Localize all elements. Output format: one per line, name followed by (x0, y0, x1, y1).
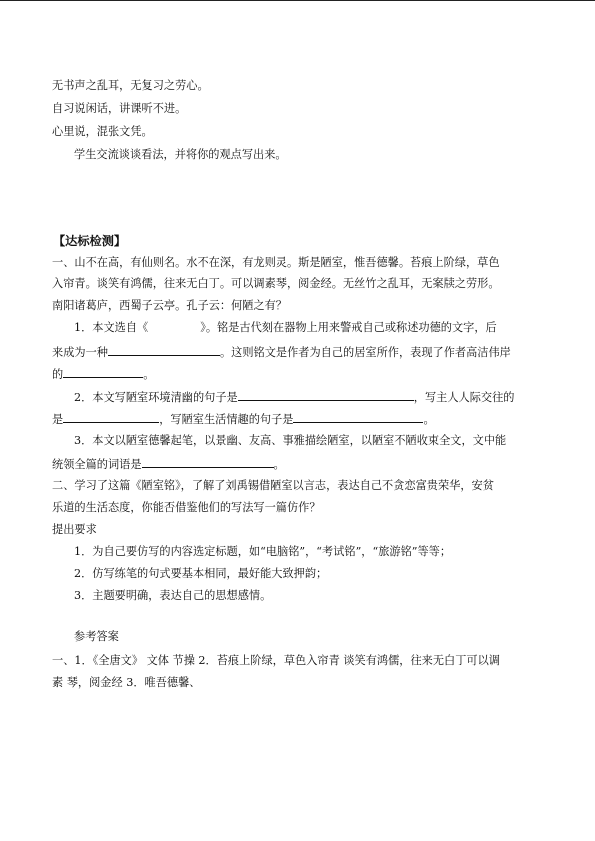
question-1-line-2 (52, 344, 511, 360)
rule-line-3: 心里说，混张文凭。 (52, 125, 153, 138)
question-2-text-a: 2．本文写陋室环境清幽的句子是 (74, 391, 238, 404)
question-2-text-e: 。 (423, 413, 435, 426)
question-1-text-f: 。 (143, 368, 155, 381)
page-top-border (0, 0, 595, 1)
question-2-line-1 (74, 389, 514, 405)
passage-line-3: 南阳诸葛庐，西蜀子云亭。孔子云：何陋之有？ (52, 299, 287, 312)
question-3-text-c: 。 (273, 458, 285, 471)
question-1-blank-character[interactable] (63, 366, 143, 378)
question-1-text-b: 》。铭是古代刻在器物上用来警戒自己或称述功德的文字，后 (200, 321, 497, 334)
requirement-2: 2．仿写练笔的句式要基本相同，最好能大致押韵； (74, 567, 328, 580)
question-2-blank-environment[interactable] (238, 389, 414, 401)
requirement-1: 1．为自己要仿写的内容选定标题，如“电脑铭”，“考试铭”，“旅游铭”等等； (74, 545, 452, 558)
question-3-text-b: 统领全篇的词语是 (52, 458, 142, 471)
question-2-text-b: ，写主人人际交往的 (413, 391, 515, 404)
rule-line-1: 无书声之乱耳，无复习之劳心。 (52, 79, 209, 92)
answers-line-1: 一、1．《全唐文》 文体 节操 2．苔痕上阶绿，草色入帘青 谈笑有鸿儒，往来无白丁可以调 (52, 654, 500, 667)
question-1-blank-genre[interactable] (108, 344, 220, 356)
passage-line-2: 入帘青。谈笑有鸿儒，往来无白丁。可以调素琴，阅金经。无丝竹之乱耳，无案牍之劳形。 (52, 277, 500, 290)
answers-title: 参考答案 (74, 630, 119, 643)
question-1-text-a: 1．本文选自《 (74, 321, 149, 334)
question-2-text-d: ，写陋室生活情趣的句子是 (159, 413, 294, 426)
requirement-3: 3．主题要明确，表达自己的思想感情。 (74, 589, 272, 602)
question-2-blank-life[interactable] (293, 411, 423, 423)
question-3-line-2 (52, 456, 285, 472)
question-1-text-e: 的 (52, 368, 64, 381)
answers-line-2: 素 琴，阅金经 3．唯吾德馨、 (52, 676, 201, 689)
question-3-line-1: 3．本文以陋室德馨起笔，以景幽、友高、事雅描绘陋室，以陋室不陋收束全文，文中能 (74, 434, 507, 447)
question-1-text-c: 来成为一种 (52, 346, 108, 359)
part-2-intro-line-2: 乐道的生活态度，你能否借鉴他们的写法写一篇仿作？ (52, 501, 321, 514)
question-2-line-2 (52, 411, 435, 427)
question-1-line-1 (74, 321, 497, 335)
question-1-text-d: 。这则铭文是作者为自己的居室所作，表现了作者高洁伟岸 (219, 346, 511, 359)
question-1-line-3 (52, 366, 154, 382)
discussion-instruction: 学生交流谈谈看法，并将你的观点写出来。 (74, 148, 287, 161)
requirements-title: 提出要求 (52, 523, 97, 536)
question-2-blank-social[interactable] (63, 411, 159, 423)
rule-line-2: 自习说闲话，讲课听不进。 (52, 102, 187, 115)
part-2-intro-line-1: 二、学习了这篇《陋室铭》，了解了刘禹锡借陋室以言志，表达自己不贪恋富贵荣华，安贫 (52, 479, 494, 492)
section-title: 【达标检测】 (53, 234, 127, 248)
question-2-text-c: 是 (52, 413, 64, 426)
passage-line-1: 一、山不在高，有仙则名。水不在深，有龙则灵。斯是陋室，惟吾德馨。苔痕上阶绿，草色 (52, 256, 500, 269)
question-3-blank-keyword[interactable] (142, 456, 274, 468)
